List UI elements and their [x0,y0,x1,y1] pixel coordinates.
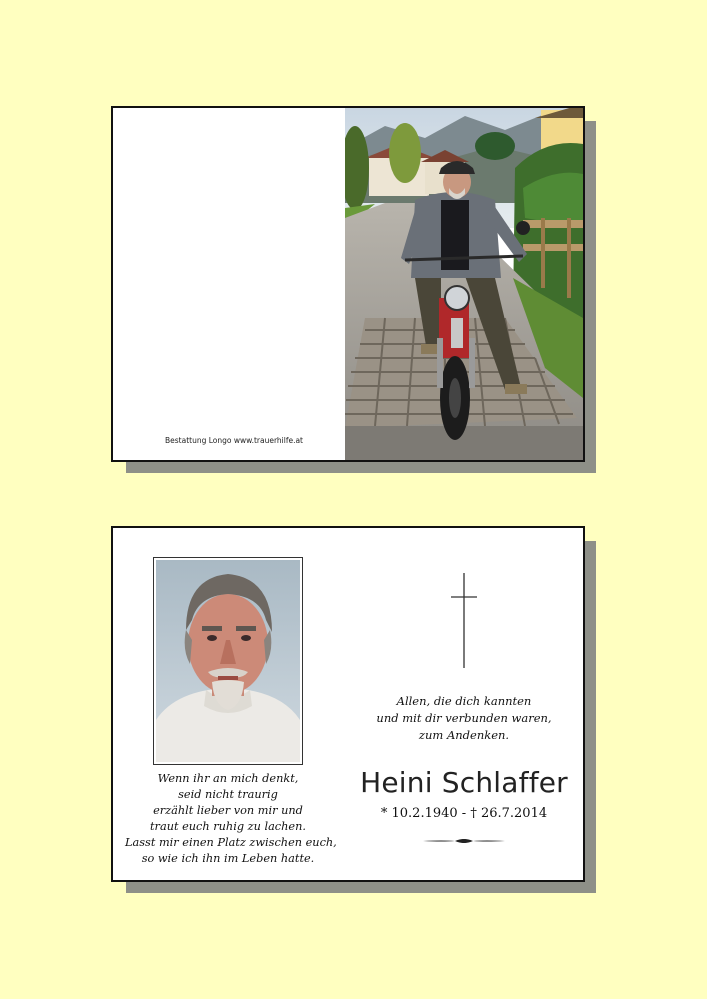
life-dates: * 10.2.1940 - † 26.7.2014 [380,806,548,821]
motorcycle-photo [345,108,583,460]
deceased-name: Heini Schlaffer [360,766,568,799]
poem-line: seid nicht traurig [178,788,278,801]
portrait-photo [153,557,303,765]
funeral-home-credit: Bestattung Longo www.trauerhilfe.at [165,436,303,445]
poem-line: erzählt lieber von mir und [153,804,303,817]
poem-line: Wenn ihr an mich denkt, [157,772,299,785]
ornament-divider-icon [423,836,505,846]
bottom-card [111,526,585,882]
poem-line: traut euch ruhig zu lachen. [150,820,306,833]
poem-line: Lasst mir einen Platz zwischen euch, [125,836,337,849]
dedication-text [353,693,575,744]
dedication-line: zum Andenken. [418,728,510,742]
cross-icon [449,573,479,668]
top-card [111,106,585,462]
dedication-line: Allen, die dich kannten [396,694,532,708]
memorial-poem [125,771,337,867]
dedication-line: und mit dir verbunden waren, [376,711,552,725]
poem-line: so wie ich ihn im Leben hatte. [141,852,315,865]
